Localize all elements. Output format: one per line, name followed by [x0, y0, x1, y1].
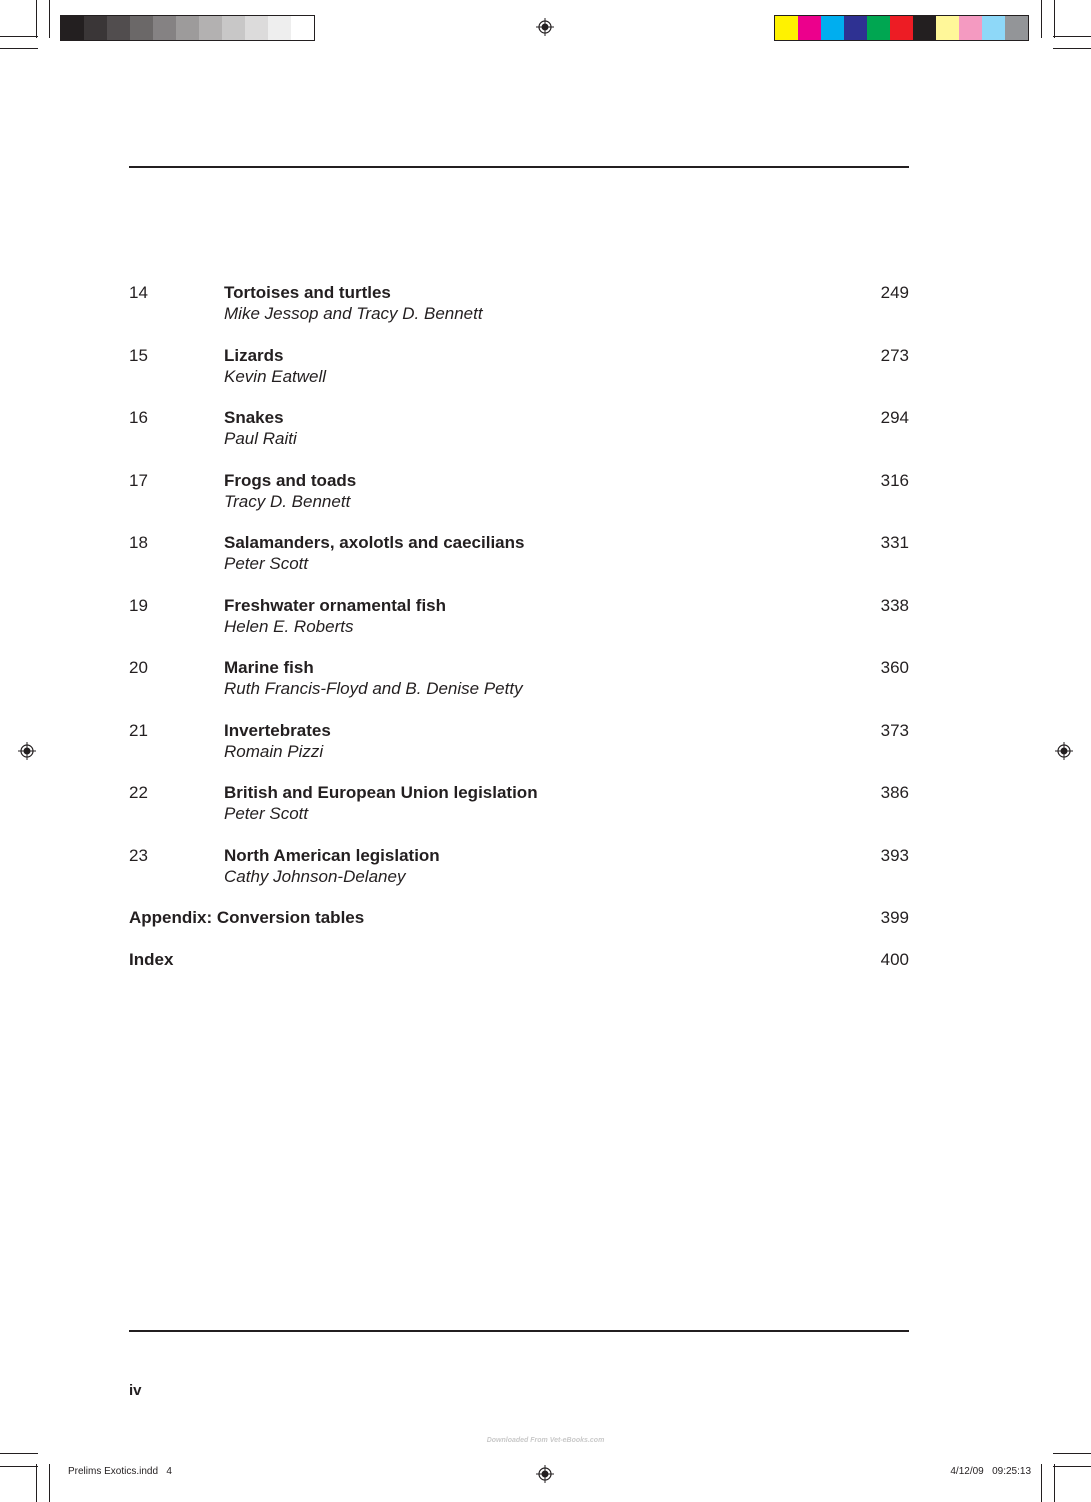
chapter-title: Marine fish	[224, 658, 314, 677]
color-swatch	[1005, 16, 1028, 40]
crop-mark	[36, 0, 37, 38]
page-folio: iv	[129, 1382, 142, 1399]
crop-mark	[0, 36, 38, 37]
page-number: 386	[880, 783, 909, 802]
registration-mark-icon	[536, 1465, 554, 1483]
crop-mark	[1053, 1453, 1091, 1454]
color-swatch	[982, 16, 1005, 40]
chapter-author: Ruth Francis-Floyd and B. Denise Petty	[224, 679, 523, 698]
process-color-bar	[774, 15, 1029, 41]
crop-mark	[49, 0, 50, 38]
page-number: 331	[880, 533, 909, 552]
color-swatch	[890, 16, 913, 40]
color-swatch	[245, 16, 268, 40]
chapter-number: 17	[129, 471, 148, 490]
crop-mark	[0, 48, 38, 49]
index-label: Index	[129, 950, 174, 969]
color-swatch	[775, 16, 798, 40]
chapter-number: 19	[129, 596, 148, 615]
toc-entry[interactable]	[129, 596, 909, 646]
toc-entry[interactable]	[129, 346, 909, 396]
chapter-number: 15	[129, 346, 148, 365]
page-number: 316	[880, 471, 909, 490]
crop-mark	[36, 1464, 37, 1502]
color-swatch	[130, 16, 153, 40]
chapter-author: Cathy Johnson-Delaney	[224, 867, 406, 886]
page-number: 373	[880, 721, 909, 740]
crop-mark	[1041, 1464, 1042, 1502]
color-swatch	[291, 16, 314, 40]
chapter-title: Snakes	[224, 408, 284, 427]
slug-filename: Prelims Exotics.indd 4	[68, 1466, 172, 1477]
chapter-author: Peter Scott	[224, 804, 309, 823]
watermark-text: Downloaded From Vet-eBooks.com	[486, 1437, 605, 1444]
toc-entry[interactable]	[129, 533, 909, 583]
crop-mark	[1053, 48, 1091, 49]
toc-index[interactable]	[129, 950, 909, 974]
toc-appendix[interactable]	[129, 908, 909, 932]
crop-mark	[49, 1464, 50, 1502]
crop-mark	[1054, 1464, 1055, 1502]
chapter-title: North American legislation	[224, 846, 440, 865]
chapter-title: Salamanders, axolotls and caecilians	[224, 533, 525, 552]
chapter-number: 22	[129, 783, 148, 802]
appendix-label: Appendix: Conversion tables	[129, 908, 365, 927]
crop-mark	[0, 1466, 38, 1467]
color-swatch	[61, 16, 84, 40]
page-number: 338	[880, 596, 909, 615]
color-swatch	[199, 16, 222, 40]
color-swatch	[844, 16, 867, 40]
chapter-author: Paul Raiti	[224, 429, 297, 448]
color-swatch	[176, 16, 199, 40]
page-number: 294	[880, 408, 909, 427]
chapter-title: Invertebrates	[224, 721, 331, 740]
chapter-title: Frogs and toads	[224, 471, 357, 490]
chapter-author: Mike Jessop and Tracy D. Bennett	[224, 304, 483, 323]
crop-mark	[0, 1453, 38, 1454]
crop-mark	[1041, 0, 1042, 38]
toc-entry[interactable]	[129, 408, 909, 458]
registration-mark-icon	[536, 18, 554, 36]
color-swatch	[153, 16, 176, 40]
chapter-number: 16	[129, 408, 148, 427]
bottom-rule	[129, 1330, 909, 1332]
toc-entry[interactable]	[129, 283, 909, 333]
toc-entry[interactable]	[129, 783, 909, 833]
page-number: 393	[880, 846, 909, 865]
toc-entry[interactable]	[129, 471, 909, 521]
color-swatch	[222, 16, 245, 40]
crop-mark	[1053, 36, 1091, 37]
chapter-number: 18	[129, 533, 148, 552]
page-number: 400	[880, 950, 909, 969]
registration-mark-icon	[18, 742, 36, 760]
page-number: 249	[880, 283, 909, 302]
page-number: 399	[880, 908, 909, 927]
color-swatch	[798, 16, 821, 40]
color-swatch	[867, 16, 890, 40]
color-swatch	[107, 16, 130, 40]
chapter-number: 14	[129, 283, 148, 302]
registration-mark-icon	[1055, 742, 1073, 760]
chapter-number: 23	[129, 846, 148, 865]
page-number: 273	[880, 346, 909, 365]
chapter-author: Peter Scott	[224, 554, 309, 573]
toc-entry[interactable]	[129, 721, 909, 771]
top-rule	[129, 166, 909, 168]
color-swatch	[821, 16, 844, 40]
color-swatch	[268, 16, 291, 40]
chapter-author: Tracy D. Bennett	[224, 492, 351, 511]
color-swatch	[913, 16, 936, 40]
chapter-title: Freshwater ornamental fish	[224, 596, 447, 615]
chapter-number: 20	[129, 658, 148, 677]
chapter-title: Tortoises and turtles	[224, 283, 391, 302]
toc-entry[interactable]	[129, 846, 909, 896]
crop-mark	[1053, 1466, 1091, 1467]
color-swatch	[936, 16, 959, 40]
color-swatch	[84, 16, 107, 40]
chapter-author: Romain Pizzi	[224, 742, 324, 761]
slug-datetime: 4/12/09 09:25:13	[950, 1466, 1031, 1477]
color-swatch	[959, 16, 982, 40]
grayscale-color-bar	[60, 15, 315, 41]
toc-entry[interactable]	[129, 658, 909, 708]
chapter-title: Lizards	[224, 346, 284, 365]
chapter-author: Helen E. Roberts	[224, 617, 354, 636]
chapter-title: British and European Union legislation	[224, 783, 538, 802]
chapter-number: 21	[129, 721, 148, 740]
page-number: 360	[880, 658, 909, 677]
chapter-author: Kevin Eatwell	[224, 367, 327, 386]
crop-mark	[1054, 0, 1055, 38]
